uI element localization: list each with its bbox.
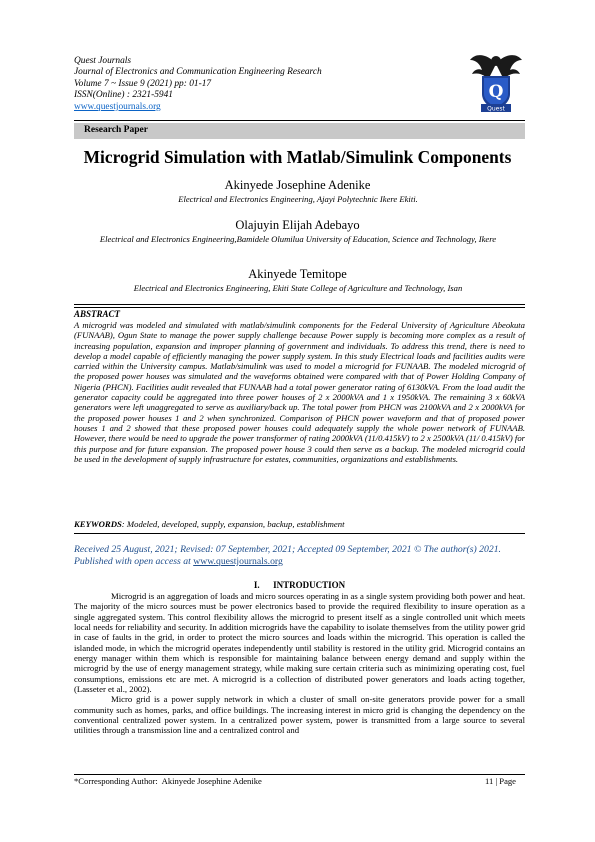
keywords-list: : Modeled, developed, supply, expansion, backup, establishment [121,519,345,529]
author-name: Akinyede Josephine Adenike [224,178,371,192]
page-number: 11 | Page [485,776,516,786]
banner-label: Research Paper [84,125,148,135]
journal-line: ISSN(Online) : 2321-5941 [74,90,173,101]
abstract-rule-top [74,304,525,305]
author-name: Akinyede Temitope [248,267,347,281]
abstract-rule-top-inner [74,307,525,308]
body-text [74,591,525,736]
received-dates: Received 25 August, 2021; Revised: 07 September, 2021; Accepted 09 September, 2021 © The author(s) 2021. Published with open access at [74,544,501,567]
author-name: Olajuyin Elijah Adebayo [235,218,360,232]
paper-title: Microgrid Simulation with Matlab/Simulink Components [83,147,512,167]
author-affiliation: Electrical and Electronics Engineering,Bamidele Olumilua University of Education, Science and Technology, Ikere [99,234,497,244]
footer-rule [74,774,525,775]
header-rule [74,120,525,121]
journal-info [74,56,322,113]
quest-logo [468,50,524,114]
section-heading: I. INTRODUCTION [253,580,346,590]
corresponding-author: *Corresponding Author: Akinyede Josephine Adenike [74,776,262,786]
keywords [74,519,525,529]
abstract-text: A microgrid was modeled and simulated with matlab/simulink components for the Federal University of Agriculture Abeokuta (FUNAAB), Ogun State to manage the power supply challenge because Power supply is becoming more complex as a result of increasing population, expansion and improper planning of government and individuals. To address this trend, there is need to develop a model capable of efficiently managing the power supply system. In this study Electrical loads and facilities audits were carried within the University campus. Matlab/simulink was used to model a microgrid for FUNAAB. The modeled microgrid of the proposed power houses was simulated and the waveforms obtained were compared with that of Power Holding Company of Nigeria (PHCN). Facilities audit revealed that FUNAAB had a total power generator rating of 6130kVA. From the load audit the generator capacity could be aggregated into three power houses of 2 x 2000kVA and 1 x 1950kVA. The remaining 3 x 60kVA generators were left unaggregated to serve as auxiliary/back up. The total power from PHCN was 2100kVA and 2 x 2000kVA for the proposed power houses 1 and 2 when synchronized. Comparison of PHCN power waveform and that of proposed power houses 1 and 2 showed that these proposed power houses could adequately supply the whole power network of FUNAAB. However, there would be need to upgrade the power transformer of rating 2000kVA (11/0.415kV) to 2 x 2500kVA (11/ 0.415kV) for this purpose and for future expansion. The proposed power house 3 could then serve as a backup. The modeled microgrid could be used in the development of supply infrastructure for estates, communities, organizations and establishments. [74,320,525,464]
received-url-link[interactable]: www.questjournals.org [193,556,283,567]
body-paragraph: Microgrid is an aggregation of loads and micro sources operating in as a single system providing both power and heat. The majority of the micro sources must be power electronics based to provide the required flexibility to insure operation as a single aggregated system. This control flexibility allows the microgrid to present itself as a single controlled unit which meets local needs for reliability and security. In addition microgrids have the capability to isolate themselves from the utility power grid in case of faults in the grid, in order to protect the micro sources and loads within the microgrid. This operation is called the islanded mode, in which the microgrid operates independently until stability is restored in the utility grid. Microgrid contains an energy manager within them which is responsible for maintaining balance between energy demand and supply within the microgrid by the use of energy management strategy, while making sure certain criteria such as minimizing operating cost, fuel consumptions, emissions etc are met. A microgrid is a collection of distributed power generators and loads acting together, (Lasseter et al., 2002). [74,591,525,695]
author-affiliation: Electrical and Electronics Engineering, Ekiti State College of Agriculture and Technology, Isan [133,283,463,293]
section-banner [74,123,525,139]
journal-line: Journal of Electronics and Communication Engineering Research [74,67,322,78]
journal-line: Volume 7 ~ Issue 9 (2021) pp: 01-17 [74,78,212,89]
author-affiliation: Electrical and Electronics Engineering, Ajayi Polytechnic Ikere Ekiti. [178,194,418,204]
abstract-rule-bottom [74,533,525,534]
abstract-heading: ABSTRACT [74,309,121,319]
body-paragraph: Micro grid is a power supply network in which a cluster of small on-site generators provide power for a small community such as homes, parks, and office buildings. The increasing interest in micro grid is changing the dependency on the conventional centralized power system. In a centralized power system, power is transmitted from a large source to several utilities through a transmission line and a centralized control and [74,694,525,736]
logo-text: Quest [487,105,505,113]
journal-url-link[interactable]: www.questjournals.org [74,101,161,112]
received-info [74,544,525,568]
keywords-label: KEYWORDS [74,519,122,529]
journal-line: Quest Journals [74,56,132,66]
logo-letter: Q [488,82,504,102]
